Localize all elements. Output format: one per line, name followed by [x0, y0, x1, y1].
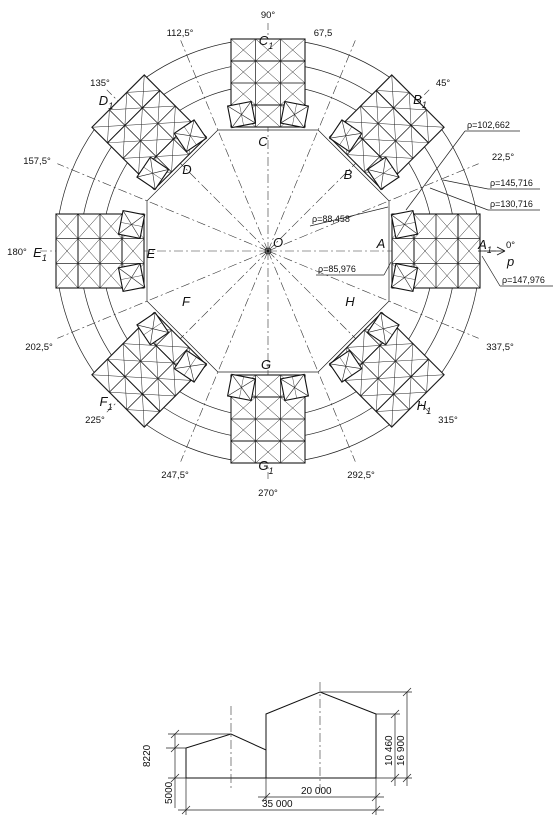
outer-point-label: $D_1$ — [98, 93, 114, 111]
connector-block — [391, 211, 417, 239]
outer-point-label: $H_1$ — [416, 398, 432, 416]
angle-label: 292,5° — [347, 470, 375, 481]
dim-8220: 8220 — [142, 744, 153, 767]
angle-label: 67,5 — [313, 28, 333, 39]
connector-block — [281, 101, 309, 127]
connector-block — [228, 374, 256, 400]
connector-block — [118, 211, 144, 239]
dim-35000: 35 000 — [262, 799, 293, 810]
inner-point-label: G — [260, 357, 272, 372]
zero-angle-label: 0° — [506, 240, 516, 251]
angle-label: 225° — [85, 415, 105, 426]
outer-point-label: $E_1$ — [33, 245, 47, 263]
angle-label: 337,5° — [486, 342, 514, 353]
circular-plan — [7, 10, 553, 499]
inner-point-label: C — [258, 134, 268, 149]
angle-label: 180° — [7, 247, 27, 258]
radius-label-145716: ρ=145,716 — [490, 178, 533, 188]
inner-point-label: B — [343, 167, 353, 182]
dim-10460: 10 460 — [384, 735, 395, 766]
angle-label: 202,5° — [25, 342, 53, 353]
connector-block — [228, 101, 256, 127]
direction-label: p — [507, 254, 515, 269]
angle-label: 112,5° — [166, 28, 194, 39]
connector-block — [391, 264, 417, 292]
center-label: O — [273, 235, 284, 250]
inner-point-label: H — [345, 294, 355, 309]
radius-label-102662: ρ=102,662 — [467, 120, 510, 130]
outer-point-label: $F_1$ — [99, 394, 113, 412]
center-dot — [267, 250, 269, 252]
radius-label-147976: ρ=147,976 — [502, 275, 545, 285]
connector-block — [281, 374, 309, 400]
angle-label: 45° — [435, 78, 451, 89]
angle-label: 270° — [258, 488, 278, 499]
dim-20000: 20 000 — [301, 786, 332, 797]
angle-label: 157,5° — [23, 156, 51, 167]
angle-label: 22,5° — [491, 152, 515, 163]
radius-label-85976: ρ=85,976 — [318, 264, 356, 274]
angle-label: 315° — [438, 415, 458, 426]
radius-label-88458: ρ=88,458 — [312, 214, 350, 224]
inner-point-label: A — [376, 236, 386, 251]
outer-point-label: $A_1$ — [478, 237, 492, 255]
inner-point-label: D — [182, 162, 192, 177]
inner-point-label: F — [182, 294, 190, 309]
angle-label: 247,5° — [161, 470, 189, 481]
inner-point-label: E — [146, 246, 156, 261]
section-outline — [186, 692, 376, 778]
connector-block — [118, 264, 144, 292]
radius-label-130716: ρ=130,716 — [490, 199, 533, 209]
angle-label: 90° — [260, 10, 276, 21]
dim-16900: 16 900 — [396, 735, 407, 766]
building-section — [142, 682, 412, 815]
outer-point-label: $G_1$ — [258, 458, 274, 476]
outer-point-label: $B_1$ — [413, 92, 427, 110]
angle-label: 135° — [90, 78, 110, 89]
dim-5000: 5000 — [164, 781, 175, 804]
outer-point-label: $C_1$ — [258, 33, 274, 51]
